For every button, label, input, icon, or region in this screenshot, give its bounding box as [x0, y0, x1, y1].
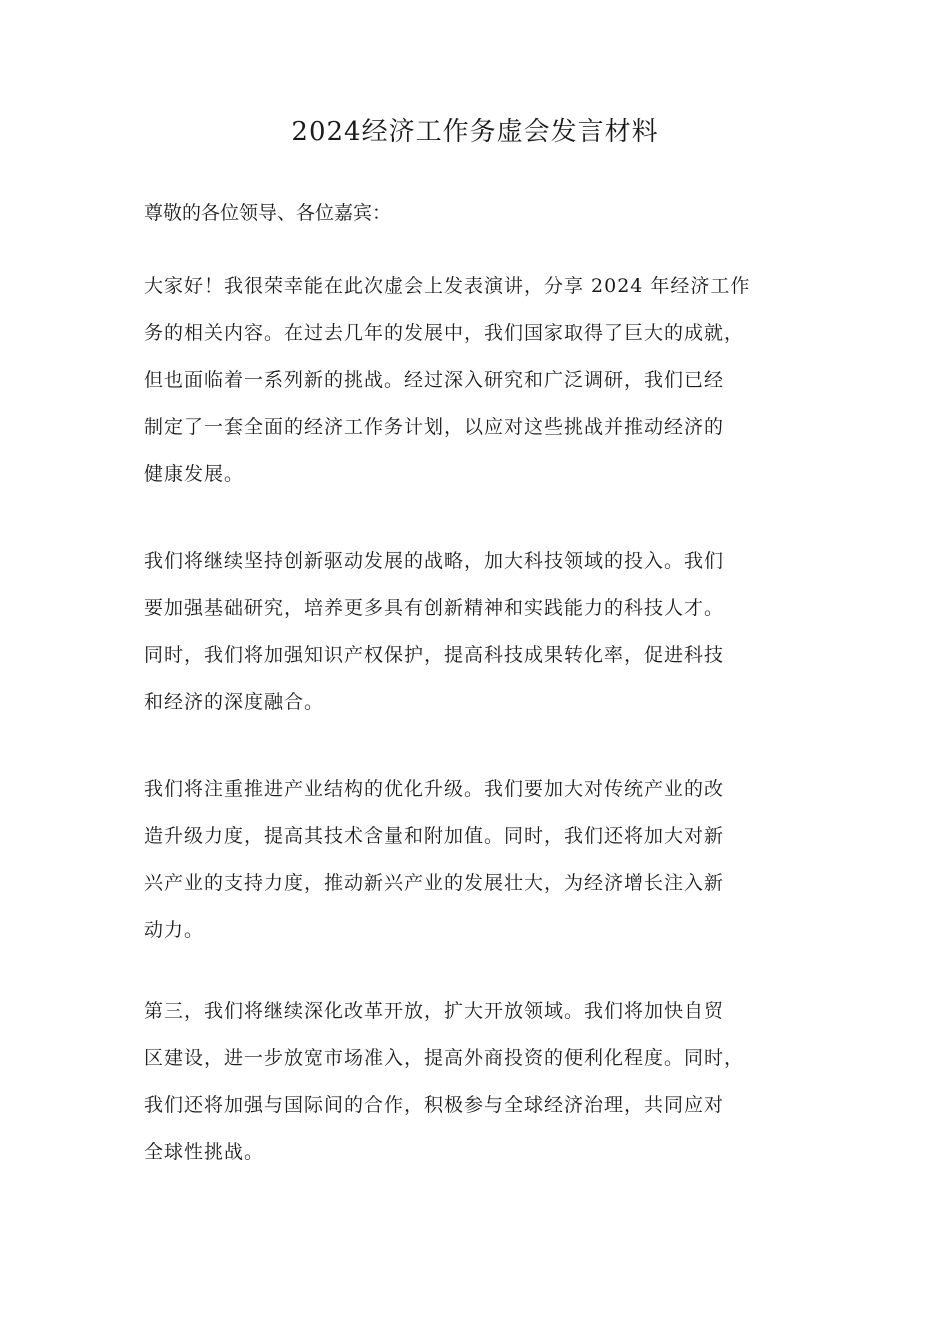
paragraph-line: 区建设，进一步放宽市场准入，提高外商投资的便利化程度。同时，	[144, 1047, 745, 1069]
document-title: 2024经济工作务虚会发言材料	[291, 117, 659, 147]
paragraph-line: 第三，我们将继续深化改革开放，扩大开放领域。我们将加快自贸	[144, 1000, 725, 1022]
paragraph-2	[144, 544, 816, 732]
paragraph-line: 我们将继续坚持创新驱动发展的战略，加大科技领域的投入。我们	[144, 550, 725, 572]
paragraph-line: 同时，我们将加强知识产权保护，提高科技成果转化率，促进科技	[144, 644, 725, 666]
paragraph-line: 兴产业的支持力度，推动新兴产业的发展壮大，为经济增长注入新	[144, 872, 725, 894]
paragraph-1	[144, 269, 816, 504]
paragraph-line: 动力。	[144, 919, 205, 941]
paragraph-3	[144, 772, 816, 960]
paragraph-line: 我们将注重推进产业结构的优化升级。我们要加大对传统产业的改	[144, 778, 725, 800]
paragraph-line: 健康发展。	[144, 463, 245, 485]
paragraph-line: 和经济的深度融合。	[144, 691, 325, 713]
paragraph-line: 我们还将加强与国际间的合作，积极参与全球经济治理，共同应对	[144, 1094, 725, 1116]
paragraph-4	[144, 994, 816, 1182]
paragraph-line: 造升级力度，提高其技术含量和附加值。同时，我们还将加大对新	[144, 825, 725, 847]
paragraph-line: 制定了一套全面的经济工作务计划，以应对这些挑战并推动经济的	[144, 416, 725, 438]
salutation: 尊敬的各位领导、各位嘉宾：	[144, 202, 392, 224]
paragraph-line: 全球性挑战。	[144, 1141, 265, 1163]
paragraph-line: 大家好！我很荣幸能在此次虚会上发表演讲，分享 2024 年经济工作	[144, 275, 751, 297]
paragraph-line: 务的相关内容。在过去几年的发展中，我们国家取得了巨大的成就，	[144, 322, 745, 344]
paragraph-line: 要加强基础研究，培养更多具有创新精神和实践能力的科技人才。	[144, 597, 725, 619]
paragraph-line: 但也面临着一系列新的挑战。经过深入研究和广泛调研，我们已经	[144, 369, 725, 391]
